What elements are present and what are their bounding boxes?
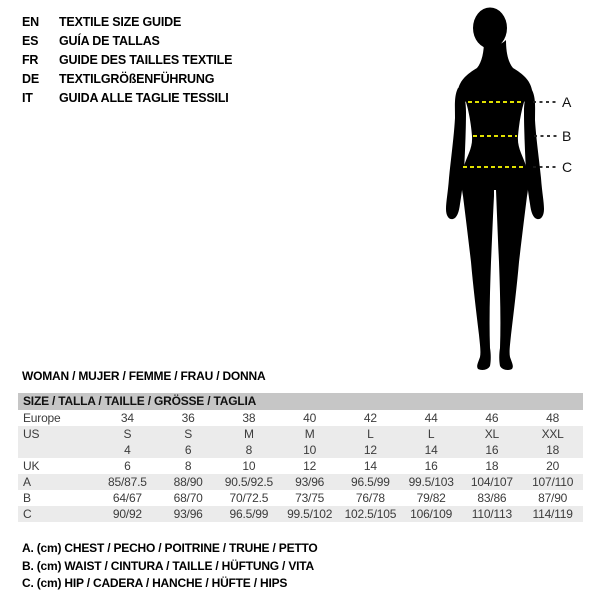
table-row-us-numbers [18,442,583,458]
table-cell: 34 [120,411,134,425]
table-cell: 87/90 [538,491,568,505]
table-cell: 114/119 [532,507,573,521]
table-cell: 38 [242,411,256,425]
table-cell: 6 [124,459,131,473]
size-table [18,393,583,522]
table-cell: 96.5/99 [351,475,390,489]
table-cell: 96.5/99 [229,507,269,521]
table-row-chest-a [18,474,583,490]
language-title-block [22,13,232,108]
table-cell: 79/82 [416,491,446,505]
row-label: US [23,427,40,441]
table-cell: 99.5/103 [408,475,454,489]
table-cell: 10 [242,459,256,473]
table-cell: 107/110 [532,475,574,489]
marker-a-label: A [562,94,572,110]
table-cell: 14 [424,443,438,457]
table-cell: 48 [546,411,560,425]
lang-code: FR [22,53,39,67]
table-cell: M [304,427,315,441]
row-label: Europe [23,411,61,425]
title-row-es [22,32,232,51]
table-cell: 70/72.5 [229,491,269,505]
table-cell: 10 [303,443,317,457]
table-cell: S [123,427,132,441]
table-row-uk [18,458,583,474]
table-cell: 4 [124,443,131,457]
table-row-europe [18,410,583,426]
table-cell: L [367,427,374,441]
table-cell: 44 [424,411,438,425]
table-cell: 110/113 [471,507,512,521]
silhouette-body [458,40,532,370]
row-label: A [23,475,31,489]
table-cell: 40 [303,411,317,425]
size-table-header: SIZE / TALLA / TAILLE / GRÖSSE / TAGLIA [18,393,583,410]
title-text: TEXTILGRÖßENFÜHRUNG [59,72,215,86]
table-cell: L [427,427,435,441]
table-cell: 64/67 [112,491,142,505]
table-cell: XXL [541,427,564,441]
title-row-it [22,89,232,108]
table-cell: 99.5/102 [287,507,333,521]
table-cell: 18 [485,459,499,473]
table-row-hip-c [18,506,583,522]
silhouette-left-arm [446,87,466,219]
legend-chest: A. (cm) CHEST / PECHO / POITRINE / TRUHE / PETTO [22,541,318,555]
measurement-legend [22,540,318,593]
legend-hip: C. (cm) HIP / CADERA / HANCHE / HÜFTE / HIPS [22,576,288,590]
title-text: GUIDA ALLE TAGLIE TESSILI [59,91,229,105]
row-label: B [23,491,31,505]
lang-code: EN [22,15,39,29]
table-cell: 42 [363,411,377,425]
table-cell: 102.5/105 [344,507,397,521]
title-row-de [22,70,232,89]
gender-heading: WOMAN / MUJER / FEMME / FRAU / DONNA [22,369,266,383]
row-label: UK [23,459,40,473]
silhouette-right-arm [524,88,544,219]
table-cell: 90/92 [112,507,142,521]
table-cell: 16 [485,443,499,457]
title-row-fr [22,51,232,70]
title-row-en [22,13,232,32]
table-cell: 106/109 [410,507,453,521]
table-cell: 14 [363,459,377,473]
row-label: C [23,507,32,521]
lang-code: ES [22,34,39,48]
title-text: GUIDE DES TAILLES TEXTILE [59,53,233,67]
row-label [18,442,97,458]
table-cell: XL [484,427,500,441]
table-cell: 8 [245,443,253,457]
table-cell: 88/90 [173,475,203,489]
table-cell: 73/75 [295,491,325,505]
table-cell: 16 [424,459,438,473]
legend-waist: B. (cm) WAIST / CINTURA / TAILLE / HÜFTUNG / VITA [22,558,314,573]
table-cell: 90.5/92.5 [224,475,273,489]
table-cell: 12 [363,443,377,457]
table-cell: 104/107 [470,475,513,489]
table-cell: 20 [546,459,560,473]
table-cell: 12 [303,459,317,473]
table-cell: 46 [485,411,499,425]
table-cell: 8 [184,459,192,473]
table-cell: 76/78 [355,491,385,505]
title-text: GUÍA DE TALLAS [59,34,160,48]
marker-b-label: B [562,128,572,144]
table-row-us-letters [18,426,583,442]
silhouette-head [473,8,507,49]
table-row-waist-b [18,490,583,506]
table-cell: 93/96 [173,507,203,521]
table-cell: 85/87.5 [108,475,147,489]
table-cell: 93/96 [295,475,325,489]
silhouette-svg [400,0,600,380]
table-cell: 68/70 [173,491,203,505]
table-cell: 83/86 [477,491,507,505]
lang-code: IT [22,91,33,105]
woman-silhouette-figure [400,0,600,380]
title-text: TEXTILE SIZE GUIDE [59,15,182,29]
table-cell: 36 [181,411,195,425]
marker-c-label: C [562,159,573,175]
table-cell: 6 [184,443,192,457]
table-cell: S [184,427,193,441]
table-cell: M [243,427,254,441]
lang-code: DE [22,72,39,86]
table-cell: 18 [546,443,560,457]
